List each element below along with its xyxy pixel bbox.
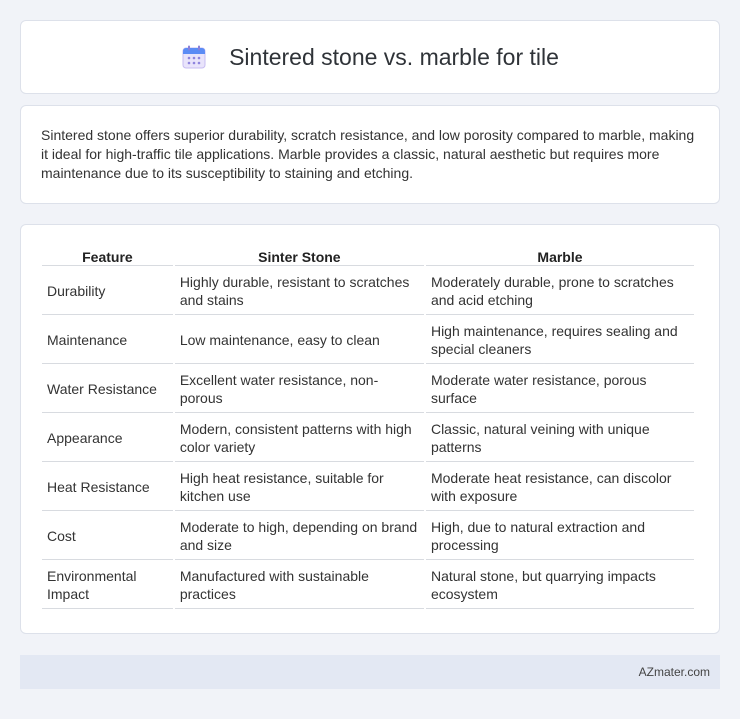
marble-cell: High, due to natural extraction and processing xyxy=(426,513,694,560)
sinter-stone-cell: Excellent water resistance, non-porous xyxy=(175,366,424,413)
marble-cell: Classic, natural veining with unique patterns xyxy=(426,415,694,462)
table-row xyxy=(42,317,694,364)
sinter-stone-cell: Modern, consistent patterns with high color variety xyxy=(175,415,424,462)
table-header-row xyxy=(42,245,694,266)
table-row xyxy=(42,562,694,609)
comparison-table xyxy=(40,243,696,611)
marble-cell: Moderate water resistance, porous surface xyxy=(426,366,694,413)
column-header-feature: Feature xyxy=(42,245,173,266)
title-card xyxy=(20,20,720,94)
table-row xyxy=(42,415,694,462)
table-row xyxy=(42,464,694,511)
title-wrap xyxy=(181,44,559,71)
feature-cell: Environmental Impact xyxy=(42,562,173,609)
column-header-sinter-stone: Sinter Stone xyxy=(175,245,424,266)
sinter-stone-cell: Manufactured with sustainable practices xyxy=(175,562,424,609)
comparison-table-card xyxy=(20,224,720,634)
page-title: Sintered stone vs. marble for tile xyxy=(229,43,559,70)
column-header-marble: Marble xyxy=(426,245,694,266)
feature-cell: Heat Resistance xyxy=(42,464,173,511)
marble-cell: Moderate heat resistance, can discolor with exposure xyxy=(426,464,694,511)
marble-cell: Natural stone, but quarrying impacts ecosystem xyxy=(426,562,694,609)
feature-cell: Cost xyxy=(42,513,173,560)
sinter-stone-cell: Low maintenance, easy to clean xyxy=(175,317,424,364)
sinter-stone-cell: Highly durable, resistant to scratches and stains xyxy=(175,268,424,315)
table-row xyxy=(42,268,694,315)
sinter-stone-cell: Moderate to high, depending on brand and size xyxy=(175,513,424,560)
table-row xyxy=(42,513,694,560)
feature-cell: Appearance xyxy=(42,415,173,462)
summary-text: Sintered stone offers superior durability, scratch resistance, and low porosity compared to marble, making it ideal for high-traffic tile applications. Marble provides a classic, natural aesthetic but requires more maintenance due to its susceptibility to staining and etching. xyxy=(41,127,695,181)
feature-cell: Water Resistance xyxy=(42,366,173,413)
feature-cell: Maintenance xyxy=(42,317,173,364)
calendar-icon xyxy=(181,44,207,70)
table-row xyxy=(42,366,694,413)
feature-cell: Durability xyxy=(42,268,173,315)
marble-cell: High maintenance, requires sealing and special cleaners xyxy=(426,317,694,364)
marble-cell: Moderately durable, prone to scratches and acid etching xyxy=(426,268,694,315)
footer-bar xyxy=(20,655,720,689)
footer-brand: AZmater.com xyxy=(638,665,710,679)
summary-card xyxy=(20,105,720,204)
sinter-stone-cell: High heat resistance, suitable for kitchen use xyxy=(175,464,424,511)
